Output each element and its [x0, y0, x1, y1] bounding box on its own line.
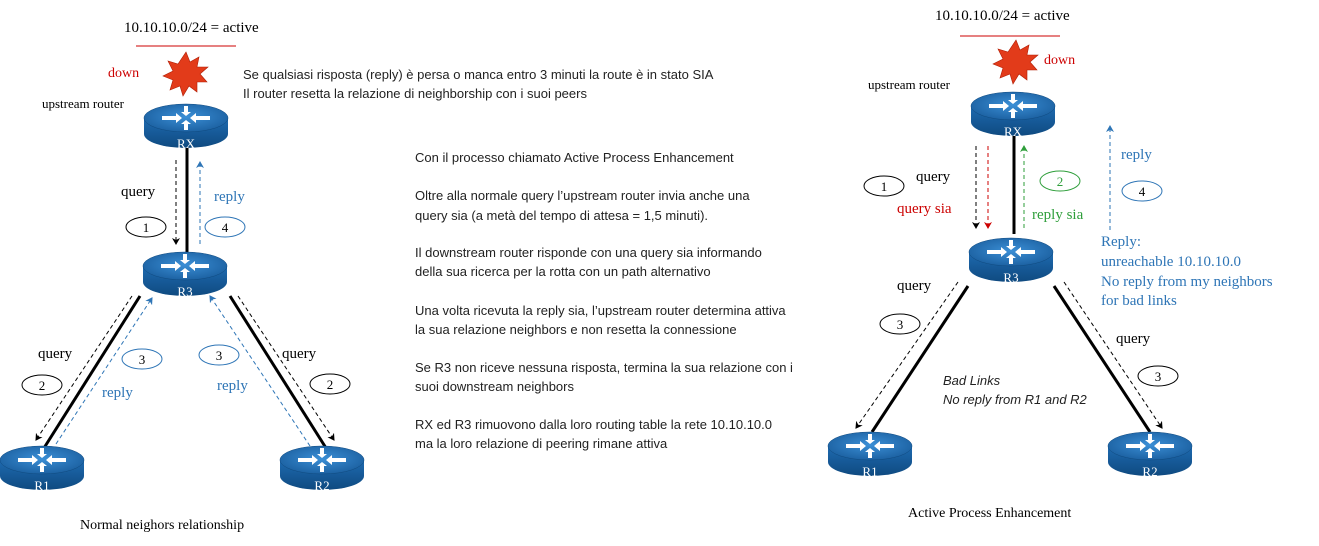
right-step2-text: 2 — [1056, 174, 1064, 189]
right-reply-sia-label: reply sia — [1032, 207, 1084, 223]
left-caption: Normal neighors relationship — [80, 518, 245, 533]
right-reply-box-line2: unreachable 10.10.10.0 — [1101, 254, 1241, 270]
left-query-label-r2: query — [282, 346, 317, 362]
left-reply-label-r1: reply — [102, 385, 133, 401]
left-reply-label-top: reply — [214, 189, 245, 205]
left-query-arrow-r1 — [36, 296, 132, 440]
right-query-label-r2: query — [1116, 331, 1151, 347]
note-p3-line2: della sua ricerca per la rotta con un path alternativo — [415, 264, 711, 279]
right-router-r3-label: R3 — [1003, 270, 1019, 285]
right-reply-label: reply — [1121, 147, 1152, 163]
left-step2-text-r2: 2 — [326, 377, 334, 392]
right-router-rx-label: RX — [1003, 124, 1023, 139]
note-p4-line2: la sua relazione neighbors e non resetta la connessione — [415, 322, 737, 337]
right-down-label: down — [1044, 53, 1076, 68]
left-query-label-top: query — [121, 184, 156, 200]
note-p6-line2: ma la loro relazione di peering rimane attiva — [415, 436, 668, 451]
left-step3-text-r2: 3 — [215, 348, 223, 363]
note-p3-line1: Il downstream router risponde con una query sia informando — [415, 245, 762, 260]
sia-note-line1: Se qualsiasi risposta (reply) è persa o manca entro 3 minuti la route è in stato SIA — [243, 67, 714, 82]
left-step1-text: 1 — [142, 220, 150, 235]
note-p6-line1: RX ed R3 rimuovono dalla loro routing table la rete 10.10.10.0 — [415, 417, 772, 432]
note-p5-line1: Se R3 non riceve nessuna risposta, termina la sua relazione con i — [415, 360, 793, 375]
right-reply-box-line4: for bad links — [1101, 293, 1177, 309]
right-router-r1-label: R1 — [862, 464, 878, 479]
right-router-r2-label: R2 — [1142, 464, 1158, 479]
right-reply-box-line3: No reply from my neighbors — [1101, 274, 1273, 290]
left-reply-arrow-r2 — [210, 296, 310, 446]
left-router-r1-label: R1 — [34, 478, 50, 493]
left-upstream-label: upstream router — [42, 96, 124, 111]
note-p2-line1: Oltre alla normale query l’upstream router invia anche una — [415, 188, 750, 203]
left-link-r3-r2 — [230, 296, 326, 448]
right-reply-box-line1: Reply: — [1101, 234, 1141, 250]
right-query-label-r1: query — [897, 278, 932, 294]
left-link-r3-r1 — [44, 296, 140, 448]
left-router-r3-label: R3 — [177, 284, 193, 299]
left-reply-label-r2: reply — [217, 378, 248, 394]
left-explosion-icon — [163, 52, 208, 96]
right-step1-text: 1 — [880, 179, 888, 194]
right-bad-links-line1: Bad Links — [943, 373, 1001, 388]
left-router-r2-label: R2 — [314, 478, 330, 493]
note-p5-line2: suoi downstream neighbors — [415, 379, 574, 394]
left-down-label: down — [108, 66, 140, 81]
left-query-arrow-r2 — [238, 296, 334, 440]
right-network-label: 10.10.10.0/24 = active — [935, 8, 1070, 24]
right-step3-text-r1: 3 — [896, 317, 904, 332]
left-step3-text-r1: 3 — [138, 352, 146, 367]
left-router-rx-label: RX — [176, 136, 196, 151]
left-query-label-r1: query — [38, 346, 73, 362]
right-query-sia-label: query sia — [897, 201, 952, 217]
right-step4-text: 4 — [1138, 184, 1146, 199]
right-step3-text-r2: 3 — [1154, 369, 1162, 384]
note-p1: Con il processo chiamato Active Process Enhancement — [415, 150, 734, 165]
sia-note-line2: Il router resetta la relazione di neighborship con i suoi peers — [243, 86, 587, 101]
right-bad-links-line2: No reply from R1 and R2 — [943, 392, 1087, 407]
left-step4-text: 4 — [221, 220, 229, 235]
left-step2-text-r1: 2 — [38, 378, 46, 393]
right-query-label: query — [916, 169, 951, 185]
right-caption: Active Process Enhancement — [908, 506, 1072, 521]
note-p2-line2: query sia (a metà del tempo di attesa = 1,5 minuti). — [415, 208, 709, 223]
left-reply-arrow-r1 — [56, 298, 152, 444]
right-upstream-label: upstream router — [868, 77, 950, 92]
note-p4-line1: Una volta ricevuta la reply sia, l’upstream router determina attiva — [415, 303, 786, 318]
right-explosion-icon — [993, 40, 1038, 84]
left-network-label: 10.10.10.0/24 = active — [124, 20, 259, 36]
right-link-r3-r1 — [872, 286, 968, 432]
